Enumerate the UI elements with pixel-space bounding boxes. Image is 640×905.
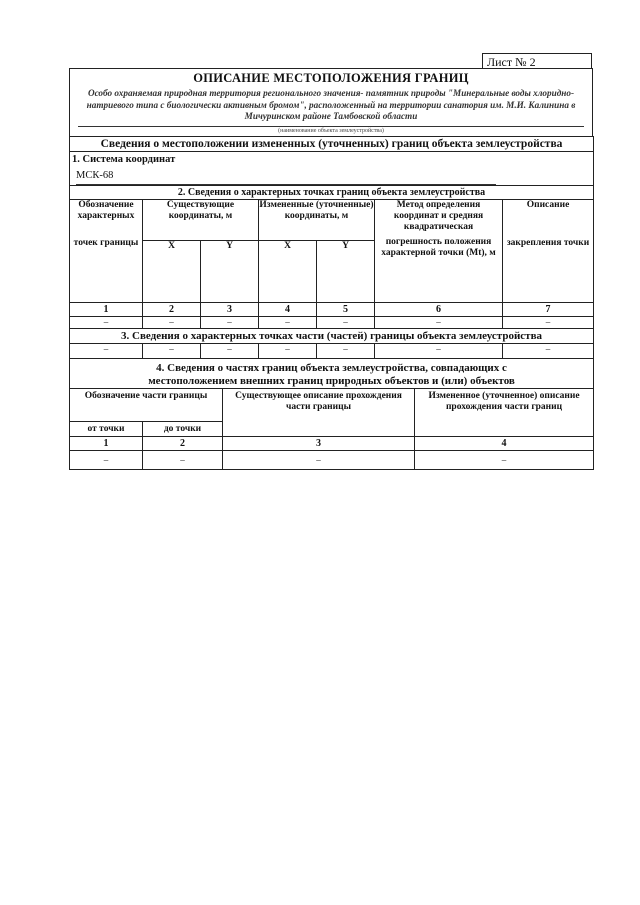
- col-desc-header: [503, 199, 594, 302]
- s2-dash: –: [375, 316, 503, 328]
- coord-system-row: [70, 151, 594, 185]
- s2-dash-row: [70, 316, 594, 328]
- col-part-header: Обозначение части границы: [70, 388, 223, 421]
- col-method-header: [375, 199, 503, 302]
- form-header: [69, 68, 593, 136]
- col-changed-header: Измененные (уточненные) координаты, м: [259, 199, 375, 240]
- col-desc-a: Описание: [526, 199, 570, 210]
- spacer: [70, 222, 142, 238]
- object-caption: (наименование объекта землеустройства): [278, 127, 384, 134]
- col-to-point: до точки: [143, 421, 223, 436]
- s3-dash: –: [259, 343, 317, 358]
- col-existing-x: X: [143, 240, 201, 302]
- col-existing-desc-header: Существующее описание прохождения части границы: [223, 388, 415, 436]
- s3-dash: –: [503, 343, 594, 358]
- section4-title-a: 4. Сведения о частях границ объекта землеустройства, совпадающих с: [156, 361, 507, 374]
- s3-dash: –: [317, 343, 375, 358]
- section3-title: 3. Сведения о характерных точках части (частей) границы объекта землеустройства: [70, 328, 594, 343]
- s2-dash: –: [259, 316, 317, 328]
- col-method-a: Метод определения координат и средняя квадратическая: [393, 199, 484, 232]
- section-changed-title: Сведения о местоположении измененных (уточненных) границ объекта землеустройства: [70, 136, 594, 151]
- s2-dash: –: [70, 316, 143, 328]
- s2-num: 2: [143, 302, 201, 316]
- s4-dash: –: [223, 450, 415, 469]
- s4-dash-row: [70, 450, 594, 469]
- s3-dash: –: [201, 343, 259, 358]
- s2-dash: –: [503, 316, 594, 328]
- section4-title: [70, 359, 594, 389]
- s4-num: 1: [70, 436, 143, 450]
- section4-table: [69, 359, 594, 470]
- s4-num: 3: [223, 436, 415, 450]
- section2-table: [69, 136, 594, 359]
- col-desc-b: закрепления точки: [506, 237, 590, 248]
- col-from-point: от точки: [70, 421, 143, 436]
- s2-num: 4: [259, 302, 317, 316]
- col-point-a: Обозначение характерных: [77, 199, 135, 221]
- boundary-form: [69, 68, 593, 470]
- section2-title: 2. Сведения о характерных точках границ объекта землеустройства: [70, 185, 594, 199]
- s2-number-row: [70, 302, 594, 316]
- s4-num: 4: [415, 436, 594, 450]
- coord-system-value: МСК-68: [76, 168, 496, 185]
- s2-dash: –: [201, 316, 259, 328]
- s2-num: 1: [70, 302, 143, 316]
- col-existing-y: Y: [201, 240, 259, 302]
- s4-dash: –: [143, 450, 223, 469]
- s2-num: 6: [375, 302, 503, 316]
- col-changed-desc-header: Измененное (уточненное) описание прохождения части границ: [415, 388, 594, 436]
- s3-dash: –: [375, 343, 503, 358]
- s2-dash: –: [317, 316, 375, 328]
- s3-dash: –: [70, 343, 143, 358]
- col-changed-x: X: [259, 240, 317, 302]
- form-title: ОПИСАНИЕ МЕСТОПОЛОЖЕНИЯ ГРАНИЦ: [193, 71, 469, 85]
- s4-dash: –: [415, 450, 594, 469]
- s2-num: 5: [317, 302, 375, 316]
- object-description: Особо охраняемая природная территория регионального значения- памятник природы "Минеральные воды хлоридно- натриевого типа с биологически активным бромом", расположенный на территории санатория им. М.И. Калинина в Мичуринском районе Тамбовской области: [86, 88, 576, 121]
- s2-dash: –: [143, 316, 201, 328]
- s3-dash-row: [70, 343, 594, 358]
- sheet-number: Лист № 2: [482, 53, 592, 69]
- s4-dash: –: [70, 450, 143, 469]
- s2-num: 3: [201, 302, 259, 316]
- spacer: [503, 211, 593, 238]
- col-existing-header: Существующие координаты, м: [143, 199, 259, 240]
- section4-title-b: местоположением внешних границ природных объектов и (или) объектов: [148, 374, 515, 387]
- s3-dash: –: [143, 343, 201, 358]
- s4-number-row: [70, 436, 594, 450]
- col-point-header: [70, 199, 143, 302]
- s2-num: 7: [503, 302, 594, 316]
- col-method-b: погрешность положения характерной точки (Mt), м: [381, 236, 496, 258]
- s4-num: 2: [143, 436, 223, 450]
- col-changed-y: Y: [317, 240, 375, 302]
- coord-system-label: 1. Система координат: [72, 153, 176, 165]
- col-point-b: точек границы: [73, 237, 139, 248]
